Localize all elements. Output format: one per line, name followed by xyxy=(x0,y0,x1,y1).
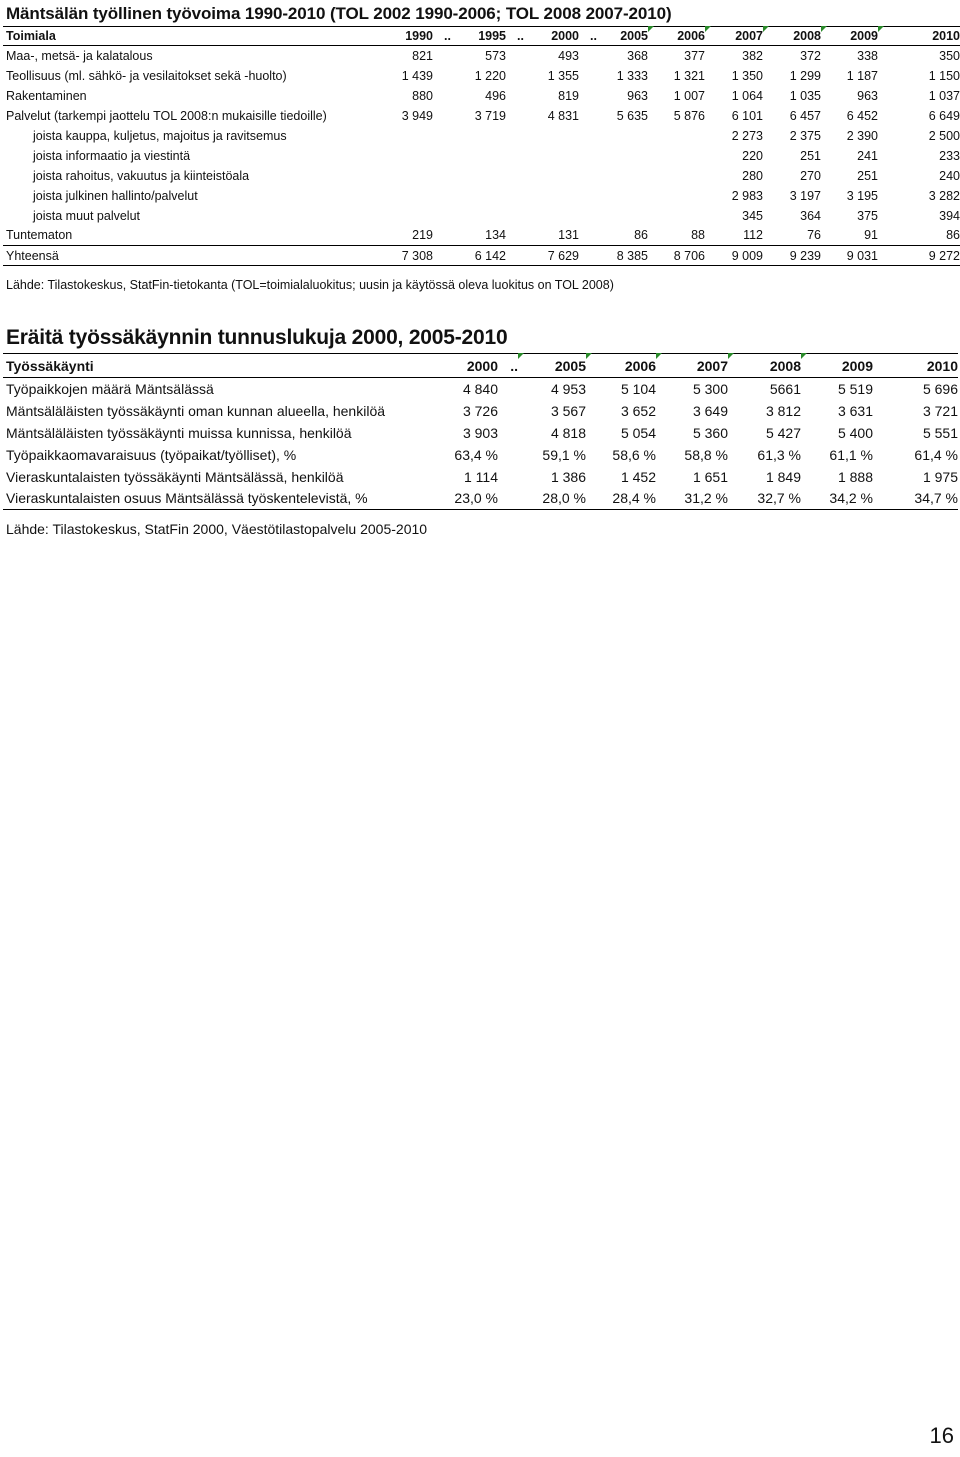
table-cell xyxy=(393,166,433,186)
table-cell: 963 xyxy=(627,88,648,103)
table-cell: 1 849 xyxy=(765,468,801,485)
table-cell: 1 355 xyxy=(547,68,579,83)
table-row xyxy=(3,400,958,422)
table1-title: Mäntsälän työllinen työvoima 1990-2010 (TOL 2002 1990-2006; TOL 2008 2007-2010) xyxy=(6,4,672,23)
page-number: 16 xyxy=(929,1423,954,1448)
table-cell: 61,4 % xyxy=(914,446,958,463)
table-cell: 364 xyxy=(800,208,821,223)
cell-marker-icon xyxy=(878,26,884,32)
table-cell xyxy=(579,166,597,186)
cell-marker-icon xyxy=(801,353,807,359)
table-cell: 3 726 xyxy=(462,402,498,419)
table-cell: 91 xyxy=(864,228,878,243)
table-cell xyxy=(506,146,524,166)
column-header: 2008 xyxy=(728,354,801,378)
table-row xyxy=(3,186,960,206)
table-cell: 23,0 % xyxy=(428,488,498,510)
table-cell: 350 xyxy=(939,48,960,63)
table-cell: 496 xyxy=(485,88,506,103)
table-cell: 5 400 xyxy=(837,424,873,441)
table-row xyxy=(3,444,958,466)
table-cell: 4 953 xyxy=(550,380,586,397)
table-row xyxy=(3,422,958,444)
table-cell xyxy=(506,46,524,66)
table-cell: 241 xyxy=(857,148,878,163)
table-cell: 6 101 xyxy=(731,108,763,123)
table-cell: 7 629 xyxy=(524,246,579,266)
row-label: joista muut palvelut xyxy=(33,208,141,223)
column-header: 2006 xyxy=(648,27,705,46)
table-cell: 58,8 % xyxy=(684,446,728,463)
table-cell xyxy=(433,186,451,206)
table-cell xyxy=(433,206,451,226)
table-cell: 86 xyxy=(946,228,960,243)
table-cell xyxy=(433,246,451,266)
row-label: Maa-, metsä- ja kalatalous xyxy=(6,48,153,63)
table-row xyxy=(3,166,960,186)
table-cell xyxy=(579,206,597,226)
table-cell xyxy=(597,186,648,206)
table-cell: 375 xyxy=(857,208,878,223)
table2-source: Lähde: Tilastokeskus, StatFin 2000, Väestötilastopalvelu 2005-2010 xyxy=(6,521,428,537)
table-cell: 112 xyxy=(743,228,763,243)
table-cell xyxy=(451,146,506,166)
row-label: Työpaikkojen määrä Mäntsälässä xyxy=(6,380,214,397)
table-cell xyxy=(579,186,597,206)
table-cell: 233 xyxy=(939,148,960,163)
table-cell: 6 452 xyxy=(846,108,878,123)
table-cell xyxy=(506,186,524,206)
table-cell: 1 888 xyxy=(837,468,873,485)
table-cell xyxy=(433,146,451,166)
table-cell: 573 xyxy=(485,48,506,63)
table-cell: 3 631 xyxy=(837,402,873,419)
row-label: Mäntsäläläisten työssäkäynti muissa kunnissa, henkilöä xyxy=(6,424,352,441)
table-cell xyxy=(433,86,451,106)
cell-marker-icon xyxy=(518,353,524,359)
table-cell: 5 551 xyxy=(922,424,958,441)
table-cell: 3 949 xyxy=(401,108,433,123)
table-cell xyxy=(579,226,597,246)
table-cell: 61,3 % xyxy=(757,446,801,463)
row-label: joista julkinen hallinto/palvelut xyxy=(33,188,198,203)
table-cell xyxy=(506,126,524,146)
table-cell: 5 876 xyxy=(673,108,705,123)
table-cell: 251 xyxy=(800,148,821,163)
table-cell: 2 983 xyxy=(731,188,763,203)
table-cell: 368 xyxy=(627,48,648,63)
column-header-label: Toimiala xyxy=(3,27,393,46)
table-cell: 1 651 xyxy=(692,468,728,485)
column-header: 2000 xyxy=(428,354,498,378)
table-cell xyxy=(498,378,518,400)
table-cell: 31,2 % xyxy=(656,488,728,510)
table-cell xyxy=(393,206,433,226)
table-row xyxy=(3,246,960,266)
table-cell xyxy=(498,444,518,466)
table1-source: Lähde: Tilastokeskus, StatFin-tietokanta (TOL=toimialaluokitus; uusin ja käytössä oleva luokitus on TOL 2008) xyxy=(6,278,614,292)
cell-marker-icon xyxy=(648,26,654,32)
row-label: Mäntsäläläisten työssäkäynti oman kunnan alueella, henkilöä xyxy=(6,402,386,419)
table-cell: 1 035 xyxy=(789,88,821,103)
table-cell xyxy=(579,106,597,126)
column-header: 2009 xyxy=(801,354,873,378)
table-cell: 76 xyxy=(807,228,821,243)
table-row xyxy=(3,86,960,106)
table-cell xyxy=(393,146,433,166)
table-cell: 59,1 % xyxy=(542,446,586,463)
column-header: .. xyxy=(433,27,451,46)
table-cell: 5 427 xyxy=(765,424,801,441)
column-header: .. xyxy=(579,27,597,46)
table-cell: 3 812 xyxy=(765,402,801,419)
table-cell: 1 037 xyxy=(928,88,960,103)
table-cell: 1 386 xyxy=(550,468,586,485)
row-label: Vieraskuntalaisten työssäkäynti Mäntsälässä, henkilöä xyxy=(6,468,344,485)
table-cell: 1 299 xyxy=(789,68,821,83)
table-cell: 377 xyxy=(684,48,705,63)
table-cell xyxy=(498,488,518,510)
table-cell: 5 519 xyxy=(837,380,873,397)
table-cell: 1 333 xyxy=(616,68,648,83)
column-header: 2010 xyxy=(873,354,958,378)
table-cell: 9 239 xyxy=(763,246,821,266)
table-cell xyxy=(579,246,597,266)
table-cell xyxy=(648,186,705,206)
table-cell: 3 282 xyxy=(928,188,960,203)
table-cell: 1 150 xyxy=(928,68,960,83)
column-header: 2007 xyxy=(705,27,763,46)
row-label: Vieraskuntalaisten osuus Mäntsälässä työskentelevistä, % xyxy=(3,488,428,510)
column-header: 2005 xyxy=(597,27,648,46)
column-header: 1995 xyxy=(451,27,506,46)
table-cell: 134 xyxy=(485,228,506,243)
employment-by-industry-table xyxy=(3,26,960,266)
table-cell xyxy=(648,206,705,226)
table-cell: 240 xyxy=(939,168,960,183)
table-cell: 3 903 xyxy=(462,424,498,441)
table-row xyxy=(3,66,960,86)
row-label: Yhteensä xyxy=(3,246,393,266)
table-cell: 34,2 % xyxy=(801,488,873,510)
table-cell: 1 350 xyxy=(731,68,763,83)
table-row xyxy=(3,46,960,66)
table-cell xyxy=(451,206,506,226)
table-cell: 220 xyxy=(742,148,763,163)
column-header: 2008 xyxy=(763,27,821,46)
table-cell xyxy=(393,126,433,146)
table-cell xyxy=(648,166,705,186)
table-cell: 9 272 xyxy=(878,246,960,266)
table-cell xyxy=(648,126,705,146)
table-cell xyxy=(506,166,524,186)
row-label: Palvelut (tarkempi jaottelu TOL 2008:n mukaisille tiedoille) xyxy=(6,108,327,123)
cell-marker-icon xyxy=(821,26,827,32)
column-header: 2007 xyxy=(656,354,728,378)
table-header-row xyxy=(3,354,958,378)
table-cell: 86 xyxy=(634,228,648,243)
table-row xyxy=(3,146,960,166)
column-header-label: Työssäkäynti xyxy=(3,354,428,378)
table-cell: 3 719 xyxy=(474,108,506,123)
table-cell: 382 xyxy=(742,48,763,63)
table2-title: Eräitä työssäkäynnin tunnuslukuja 2000, 2005-2010 xyxy=(6,326,508,349)
table-cell xyxy=(433,126,451,146)
table-cell xyxy=(597,166,648,186)
table-cell: 3 197 xyxy=(789,188,821,203)
table-cell: 2 390 xyxy=(846,128,878,143)
table-cell xyxy=(524,146,579,166)
table-row xyxy=(3,126,960,146)
table-cell xyxy=(506,106,524,126)
table-cell: 345 xyxy=(742,208,763,223)
table-cell xyxy=(451,186,506,206)
table-cell xyxy=(433,226,451,246)
column-header: .. xyxy=(506,27,524,46)
table-cell xyxy=(524,126,579,146)
table-cell: 5 054 xyxy=(620,424,656,441)
cell-marker-icon xyxy=(763,26,769,32)
table-cell: 372 xyxy=(800,48,821,63)
table-cell xyxy=(393,186,433,206)
table-header-row xyxy=(3,27,960,46)
table-cell: 1 064 xyxy=(731,88,763,103)
table-cell xyxy=(579,66,597,86)
table-cell: 1 114 xyxy=(464,468,498,485)
table-cell: 4 840 xyxy=(462,380,498,397)
table-cell xyxy=(579,86,597,106)
table-cell: 5 360 xyxy=(692,424,728,441)
table-cell: 28,4 % xyxy=(586,488,656,510)
row-label: Teollisuus (ml. sähkö- ja vesilaitokset sekä -huolto) xyxy=(6,68,287,83)
table-cell: 8 706 xyxy=(648,246,705,266)
table-cell: 1 975 xyxy=(922,468,958,485)
table-cell: 5 635 xyxy=(616,108,648,123)
column-header: 2009 xyxy=(821,27,878,46)
table-cell: 8 385 xyxy=(597,246,648,266)
table-cell: 963 xyxy=(857,88,878,103)
table-cell: 34,7 % xyxy=(873,488,958,510)
table-cell: 493 xyxy=(558,48,579,63)
table-cell: 1 321 xyxy=(673,68,705,83)
table-cell: 131 xyxy=(558,228,579,243)
table-cell: 5 104 xyxy=(620,380,656,397)
table-cell: 1 007 xyxy=(673,88,705,103)
table-cell xyxy=(579,46,597,66)
table-cell xyxy=(524,186,579,206)
commuting-indicators-table xyxy=(3,353,958,510)
table-cell xyxy=(451,166,506,186)
table-cell: 1 220 xyxy=(474,68,506,83)
table-cell: 821 xyxy=(412,48,433,63)
table-cell xyxy=(648,146,705,166)
table-cell: 63,4 % xyxy=(454,446,498,463)
table-row xyxy=(3,226,960,246)
column-header: 2005 xyxy=(518,354,586,378)
column-header: 2000 xyxy=(524,27,579,46)
table-cell xyxy=(433,46,451,66)
table-cell: 6 457 xyxy=(789,108,821,123)
table-row xyxy=(3,466,958,488)
column-header: 2010 xyxy=(878,27,960,46)
table-cell: 7 308 xyxy=(393,246,433,266)
table-cell: 3 649 xyxy=(692,402,728,419)
table-cell xyxy=(498,466,518,488)
table-row xyxy=(3,378,958,400)
table-cell xyxy=(597,146,648,166)
row-label: Rakentaminen xyxy=(6,88,87,103)
row-label: Työpaikkaomavaraisuus (työpaikat/työlliset), % xyxy=(6,446,297,463)
table-cell xyxy=(524,206,579,226)
table-cell xyxy=(579,126,597,146)
column-header: 1990 xyxy=(393,27,433,46)
table-cell: 338 xyxy=(857,48,878,63)
table-cell xyxy=(451,126,506,146)
row-label: Tuntematon xyxy=(6,228,73,243)
table-cell: 3 652 xyxy=(620,402,656,419)
table-cell: 88 xyxy=(691,228,705,243)
table-cell xyxy=(498,400,518,422)
table-cell: 3 195 xyxy=(846,188,878,203)
table-cell xyxy=(506,206,524,226)
table-cell: 28,0 % xyxy=(518,488,586,510)
table-cell: 5 300 xyxy=(692,380,728,397)
table-cell xyxy=(579,146,597,166)
table-cell: 2 375 xyxy=(789,128,821,143)
table-cell: 251 xyxy=(857,168,878,183)
table-cell xyxy=(433,106,451,126)
table-cell: 9 009 xyxy=(705,246,763,266)
table-cell: 280 xyxy=(742,168,763,183)
table-cell xyxy=(506,86,524,106)
table-cell xyxy=(506,66,524,86)
table-cell: 270 xyxy=(800,168,821,183)
table-cell xyxy=(597,206,648,226)
cell-marker-icon xyxy=(728,353,734,359)
table-cell: 2 273 xyxy=(731,128,763,143)
table-cell: 819 xyxy=(558,88,579,103)
table-cell: 880 xyxy=(412,88,433,103)
table-cell: 61,1 % xyxy=(829,446,873,463)
table-cell: 9 031 xyxy=(821,246,878,266)
table-cell: 32,7 % xyxy=(728,488,801,510)
row-label: joista rahoitus, vakuutus ja kiinteistöala xyxy=(33,168,250,183)
table-cell: 6 649 xyxy=(928,108,960,123)
row-label: joista informaatio ja viestintä xyxy=(33,148,191,163)
table-row xyxy=(3,106,960,126)
cell-marker-icon xyxy=(705,26,711,32)
table-cell: 3 721 xyxy=(922,402,958,419)
cell-marker-icon xyxy=(656,353,662,359)
table-cell: 2 500 xyxy=(928,128,960,143)
table-cell: 4 831 xyxy=(547,108,579,123)
table-cell: 3 567 xyxy=(550,402,586,419)
column-header: 2006 xyxy=(586,354,656,378)
table-cell xyxy=(433,166,451,186)
table-cell: 1 187 xyxy=(846,68,878,83)
table-cell xyxy=(506,246,524,266)
table-cell: 58,6 % xyxy=(612,446,656,463)
table-cell: 219 xyxy=(412,228,433,243)
table-cell: 6 142 xyxy=(451,246,506,266)
row-label: joista kauppa, kuljetus, majoitus ja ravitsemus xyxy=(33,128,287,143)
table-cell xyxy=(506,226,524,246)
table-cell: 5 696 xyxy=(922,380,958,397)
table-cell xyxy=(433,66,451,86)
table-row xyxy=(3,206,960,226)
table-cell: 394 xyxy=(939,208,960,223)
table-cell: 4 818 xyxy=(550,424,586,441)
table-cell xyxy=(498,422,518,444)
table-cell: 1 439 xyxy=(401,68,433,83)
table-row xyxy=(3,488,958,510)
column-header: .. xyxy=(498,354,518,378)
table-cell: 5661 xyxy=(769,380,801,397)
table-cell: 1 452 xyxy=(620,468,656,485)
table-cell xyxy=(597,126,648,146)
table-cell xyxy=(524,166,579,186)
cell-marker-icon xyxy=(586,353,592,359)
